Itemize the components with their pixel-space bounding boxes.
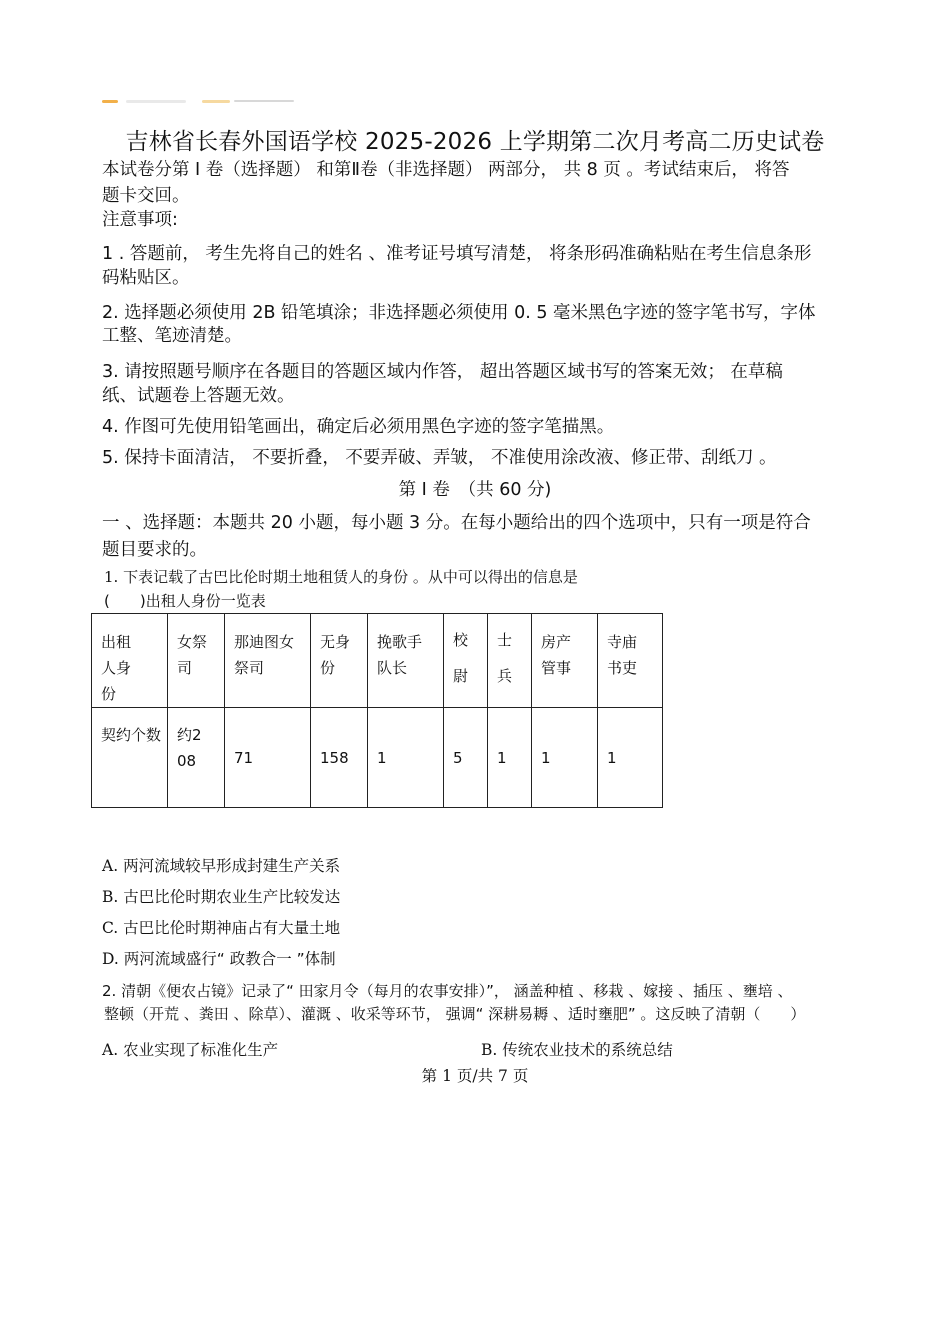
- option-text: 古巴比伦时期农业生产比较发达: [123, 888, 341, 906]
- value-cell: 约208: [168, 708, 225, 808]
- option-label: B.: [481, 1041, 498, 1059]
- q1-stem: [104, 566, 578, 587]
- notice-1-line-1: 1 . 答题前， 考生先将自己的姓名 、准考证号填写清楚， 将条形码准确粘贴在考生信息条形: [102, 244, 812, 264]
- q1-option-c: [102, 916, 340, 938]
- value-cell: 5: [444, 708, 488, 808]
- option-label: C.: [102, 919, 119, 937]
- lessor-identity-table: [91, 613, 663, 808]
- notice-4: 4. 作图可先使用铅笔画出，确定后必须用黑色字迹的签字笔描黑。: [102, 417, 615, 437]
- notice-5: 5. 保持卡面清洁， 不要折叠， 不要弄破、弄皱， 不准使用涂改液、修正带、刮纸刀 。: [102, 448, 777, 468]
- header-cell: 寺庙书吏: [598, 614, 663, 708]
- header-cell: 那迪图女祭司: [225, 614, 311, 708]
- value-cell: 71: [225, 708, 311, 808]
- option-label: B.: [102, 888, 119, 906]
- header-cell: 校尉: [444, 614, 488, 708]
- q2-option-a: [102, 1038, 278, 1060]
- q1-option-d: [102, 947, 336, 969]
- option-label: D.: [102, 950, 119, 968]
- section-desc-line-2: 题目要求的。: [102, 540, 207, 560]
- value-cell: 1: [488, 708, 532, 808]
- q2-line-2: 整顿（开荒 、粪田 、除草）、灌溉 、收采等环节， 强调“ 深耕易耨 、适时壅肥” 。这反映了清朝（ ）: [104, 1005, 806, 1023]
- header-cell: 出租人身份: [92, 614, 168, 708]
- page-footer: 第 1 页/共 7 页: [421, 1067, 529, 1085]
- notice-2-line-1: 2. 选择题必须使用 2B 铅笔填涂；非选择题必须使用 0. 5 毫米黑色字迹的签字笔书写，字体: [102, 303, 816, 323]
- header-cell: 女祭司: [168, 614, 225, 708]
- header-cell: 挽歌手队长: [368, 614, 444, 708]
- notice-3-line-2: 纸、试题卷上答题无效。: [102, 386, 295, 406]
- option-text: 两河流域盛行“ 政教合一 ”体制: [123, 950, 336, 968]
- value-cell: 1: [532, 708, 598, 808]
- option-text: 两河流域较早形成封建生产关系: [123, 857, 341, 875]
- exam-title: 吉林省长春外国语学校 2025-2026 上学期第二次月考高二历史试卷: [125, 129, 825, 155]
- q1-stem-text: 下表记载了古巴比伦时期土地租赁人的身份 。从中可以得出的信息是: [123, 568, 578, 586]
- intro-line-2: 题卡交回。: [102, 186, 190, 206]
- q1-table-caption: ( )出租人身份一览表: [104, 592, 266, 610]
- option-text: 传统农业技术的系统总结: [502, 1041, 673, 1059]
- header-cell: 房产管事: [532, 614, 598, 708]
- value-cell: 契约个数: [92, 708, 168, 808]
- table-header-row: [92, 614, 663, 708]
- q2-option-b: [481, 1038, 673, 1060]
- table-value-row: [92, 708, 663, 808]
- option-label: A.: [102, 857, 119, 875]
- header-cell: 无身份: [311, 614, 368, 708]
- notice-title: 注意事项:: [102, 210, 178, 230]
- option-text: 古巴比伦时期神庙占有大量土地: [123, 919, 341, 937]
- q2-line-1: 2. 清朝《便农占镜》记录了“ 田家月令（每月的农事安排）”， 涵盖种植 、移栽 、嫁接 、插压 、壅培 、: [102, 982, 793, 1000]
- q1-option-a: [102, 854, 340, 876]
- section-header: 第 Ⅰ 卷 （共 60 分): [398, 480, 552, 500]
- section-desc-line-1: 一 、选择题：本题共 20 小题，每小题 3 分。在每小题给出的四个选项中，只有一项是符合: [102, 513, 811, 533]
- q1-option-b: [102, 885, 340, 907]
- value-cell: 1: [598, 708, 663, 808]
- q1-number: 1.: [104, 568, 119, 586]
- option-label: A.: [102, 1041, 119, 1059]
- notice-1-line-2: 码粘贴区。: [102, 268, 190, 288]
- value-cell: 158: [311, 708, 368, 808]
- notice-2-line-2: 工整、笔迹清楚。: [102, 326, 242, 346]
- intro-line-1: 本试卷分第 Ⅰ 卷（选择题） 和第Ⅱ卷（非选择题） 两部分， 共 8 页 。考试结束后， 将答: [102, 160, 790, 180]
- header-cell: 士兵: [488, 614, 532, 708]
- option-text: 农业实现了标准化生产: [123, 1041, 279, 1059]
- value-cell: 1: [368, 708, 444, 808]
- scan-artifact: [102, 98, 297, 106]
- notice-3-line-1: 3. 请按照题号顺序在各题目的答题区域内作答， 超出答题区域书写的答案无效； 在草稿: [102, 362, 783, 382]
